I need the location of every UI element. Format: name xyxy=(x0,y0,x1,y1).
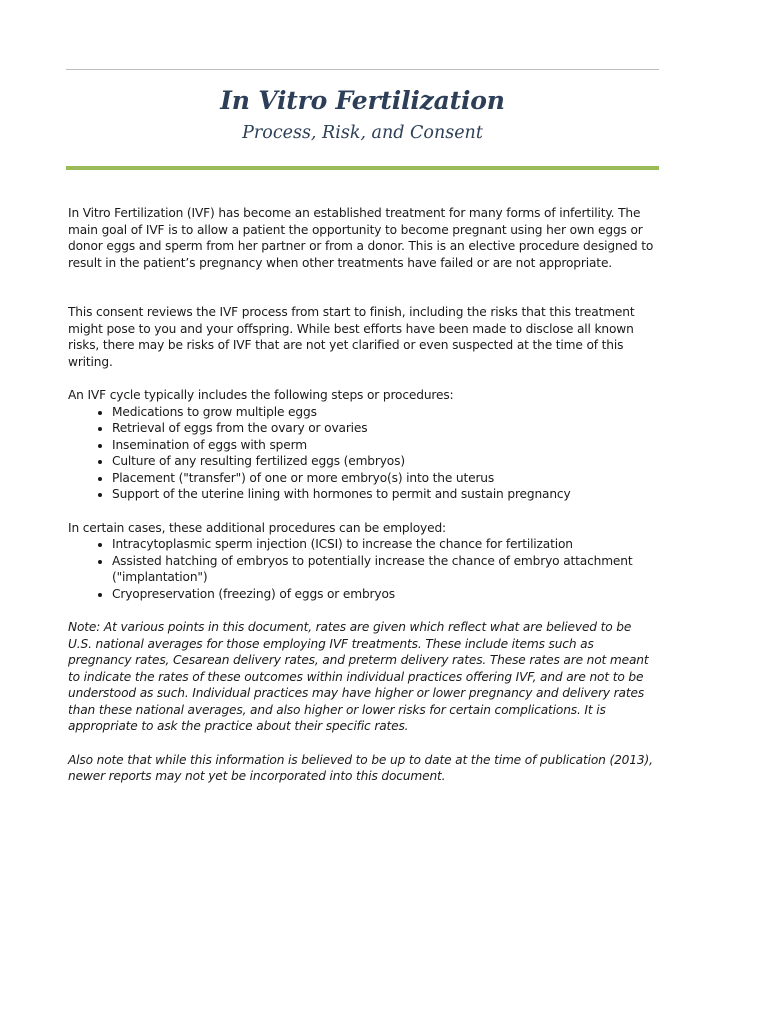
list-item: • Cryopreservation (freezing) of eggs or embryos xyxy=(112,586,658,603)
consent-paragraph: This consent reviews the IVF process from start to finish, including the risks that this treatment might pose to you and your offspring. While best efforts have been made to disclose all known risks, there may be risks of IVF that are not yet clarified or even suspected at the time of this writing. xyxy=(68,305,635,369)
list-item: • Medications to grow multiple eggs xyxy=(112,404,658,421)
rates-note: Note: At various points in this document, rates are given which reflect what are believed to be U.S. national averages for those employing IVF treatments. These include items such as pregnancy rates, Cesarean delivery rates, and preterm delivery rates. These rates are not meant to indicate the rates of these outcomes within individual practices offering IVF, and are not to be understood as such. Individual practices may have higher or lower pregnancy and delivery rates than these national averages, and also higher or lower risks for certain complications. It is appropriate to ask the practice about their specific rates. xyxy=(68,620,649,733)
list-item: • Support of the uterine lining with hormones to permit and sustain pregnancy xyxy=(112,486,658,503)
list-item: • Placement ("transfer") of one or more embryo(s) into the uterus xyxy=(112,470,658,487)
document-title: In Vitro Fertilization xyxy=(220,86,505,115)
document-body xyxy=(68,205,658,802)
list-item: • Retrieval of eggs from the ovary or ovaries xyxy=(112,420,658,437)
additional-intro: In certain cases, these additional procedures can be employed: xyxy=(68,520,447,535)
document-subtitle: Process, Risk, and Consent xyxy=(242,123,483,143)
additional-procedures-list xyxy=(68,536,658,602)
publication-note: Also note that while this information is believed to be up to date at the time of publication (2013), newer reports may not yet be incorporated into this document. xyxy=(68,752,653,783)
list-item: • Assisted hatching of embryos to potentially increase the chance of embryo attachment ("implantation") xyxy=(112,553,658,586)
title-underline xyxy=(66,166,659,170)
list-item: • Insemination of eggs with sperm xyxy=(112,437,658,454)
list-item: • Intracytoplasmic sperm injection (ICSI) to increase the chance for fertilization xyxy=(112,536,658,553)
steps-list xyxy=(68,404,658,503)
intro-paragraph: In Vitro Fertilization (IVF) has become an established treatment for many forms of infertility. The main goal of IVF is to allow a patient the opportunity to become pregnant using her own eggs or donor eggs and sperm from her partner or from a donor. This is an elective procedure designed to result in the patient’s pregnancy when other treatments have failed or are not appropriate. xyxy=(68,206,654,270)
steps-intro: An IVF cycle typically includes the following steps or procedures: xyxy=(68,388,454,402)
top-divider xyxy=(66,69,659,70)
list-item: • Culture of any resulting fertilized eggs (embryos) xyxy=(112,453,658,470)
